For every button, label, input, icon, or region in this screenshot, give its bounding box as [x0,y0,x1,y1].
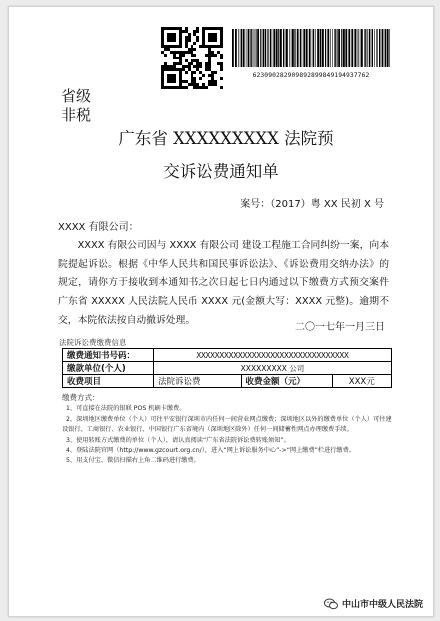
table-row [63,362,392,375]
fee-item-value: 法院诉讼费 [154,375,242,388]
payment-methods-heading: 缴费方式： [62,393,100,402]
case-number: 案号：（2017）粤 XX 民初 X 号 [240,199,384,210]
table-row [63,375,392,388]
list-item: 1、可直接在法院的银联 POS 机刷卡缴费。 [66,405,186,413]
document-title-line1: 广东省 XXXXXXXXX 法院预 [118,129,334,148]
notice-body: XXXX 有限公司因与 XXXX 有限公司 建设工程施工合同纠纷一案，向本院提起诉讼。根据《中华人民共和国民事诉讼法》、《诉讼费用交纳办法》的规定，请你方于接收到本通知书之次日起七日内通过以下缴费方式预交案件广东省 XXXXX 人民法院人民币 XXXX 元(金额大写：XXXX 元整)。逾期不交，本院依法按自动撤诉处理。 [58,240,389,326]
fee-item-label: 收费项目 [63,375,154,388]
fee-level-label [61,87,91,125]
payment-caption: 法院诉讼费缴费信息 [59,338,127,347]
list-item: 4、登陆法院官网（http://www.gzcourt.org.cn/），进入“网上诉讼服务中心”->“网上缴费”栏进行缴费。 [66,447,355,455]
watermark-text: 中山市中级人民法院 [341,600,423,610]
issue-date: 二〇一七年一月三日 [295,322,385,333]
payment-table [62,348,392,388]
addressee: XXXX 有限公司： [58,222,139,233]
payer-value: XXXXXXXXX 公司 [154,362,392,375]
list-item: 3、使用转账方式缴费的单位（个人），请认真阅读“广东省法院诉讼费转账须知”。 [66,436,290,444]
fee-amount-label: 收费金额（元） [241,375,332,388]
notice-number-label: 缴费通知书号码： [63,349,154,362]
document-title-line2: 交诉讼费通知单 [163,162,279,181]
payment-methods [62,393,392,467]
barcode-icon [232,29,390,67]
fee-level-line1: 省级 [61,87,92,105]
list-item: 5、用支付宝、微信扫描右上角二维码进行缴费。 [66,457,200,465]
barcode [232,29,390,79]
payer-label: 缴款单位(个人) [63,362,154,375]
wechat-icon [324,598,338,610]
table-row [63,349,392,362]
notice-number-value: XXXXXXXXXXXXXXXXXXXXXXXXXXXXXXXXX [154,349,392,362]
watermark [324,597,423,610]
qr-code-icon [161,27,223,89]
fee-amount-value: XXX元 [332,375,391,388]
list-item: 2、深圳地区缴费单位（个人）可往平安银行深圳市内任何一间营业网点缴费；深圳地区以外的缴费单位（个人）可往建设银行、工商银行、农业银行、中国银行广东省境内（深圳地区除外）任何一间储蓄性网点办理缴费手续。 [62,415,392,434]
barcode-number: 623090282909892899849194937762 [252,72,370,79]
notice-document [8,6,434,617]
fee-level-line2: 非税 [61,106,92,124]
